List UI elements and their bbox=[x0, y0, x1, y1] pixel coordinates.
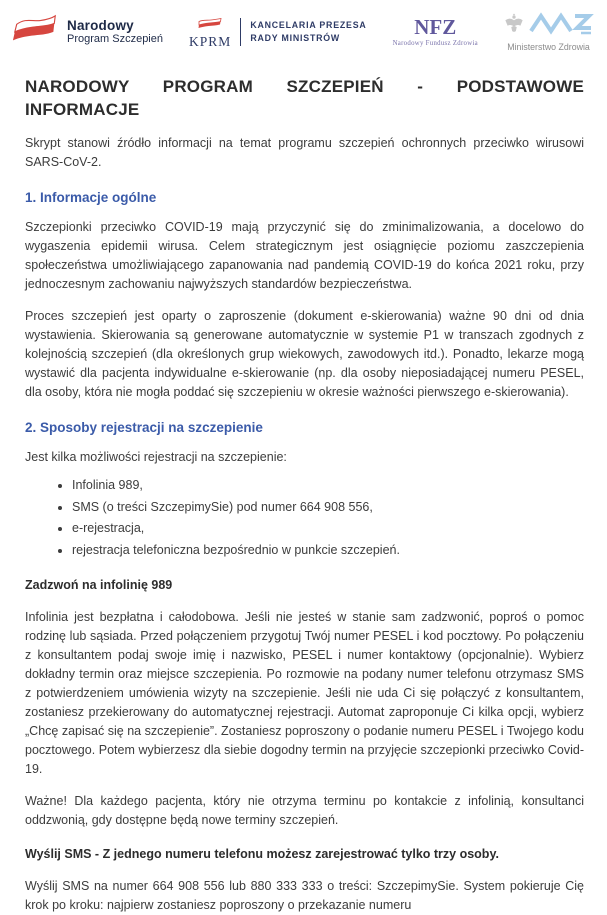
nfz-subtitle: Narodowy Fundusz Zdrowia bbox=[392, 40, 478, 47]
kprm-divider bbox=[240, 18, 241, 46]
sms-paragraph: Wyślij SMS na numer 664 908 556 lub 880 333 333 o treści: SzczepimySie. System pokieruje Cię krok po kroku: najpierw zostaniesz poproszony o przekazanie numeru bbox=[25, 879, 584, 912]
logo-narodowy-program-szczepien bbox=[12, 13, 163, 52]
section1-heading: 1. Informacje ogólne bbox=[25, 190, 157, 205]
infolinia-paragraph: Infolinia jest bezpłatna i całodobowa. Jeśli nie jesteś w stanie sam zadzwonić, poproś o pomoc rodzinę lub sąsiada. Przed połączeniem przygotuj Twój numer PESEL i kod pocztowy. Po połączeniu z konsultantem podaj swoje imię i nazwisko, PESEL i numer kontaktowy (opcjonalnie). Wybierz dokładny termin oraz miejsce szczepienia. Po rozmowie na podany numer telefonu otrzymasz SMS z potwierdzeniem umówienia wizyty na szczepienie. Jeśli nie uda Ci się połączyć z konsultantem, zostaniesz przekierowany do automatycznej rejestracji. Automat zaproponuje Ci kilka opcji, wybierz „Chcę zapisać się na szczepienie”. Zostaniesz poproszony o podanie numeru PESEL i Twojego kodu pocztowego. Potem wybierzesz dla siebie dogodny termin na przyjęcie szczepionki przeciwko Covid-19. bbox=[25, 610, 584, 776]
registration-lead: Jest kilka możliwości rejestracji na szczepienie: bbox=[25, 450, 287, 464]
section2-heading: 2. Sposoby rejestracji na szczepienie bbox=[25, 420, 263, 435]
list-item: • rejestracja telefoniczna bezpośrednio w punkcie szczepień. bbox=[72, 540, 584, 562]
kprm-name-line1: KANCELARIA PREZESA bbox=[250, 20, 367, 31]
kprm-name-line2: RADY MINISTRÓW bbox=[250, 33, 341, 43]
polish-flag-icon bbox=[12, 13, 59, 52]
list-item: • SMS (o treści SzczepimySie) pod numer 664 908 556, bbox=[72, 497, 584, 519]
list-item: • Infolinia 989, bbox=[72, 475, 584, 497]
kprm-flag-icon bbox=[197, 15, 223, 33]
wazne-paragraph: Ważne! Dla każdego pacjenta, który nie otrzyma terminu po kontakcie z infolinią, konsultanci oddzwonią, gdy dostępne będą nowe terminy szczepień. bbox=[25, 794, 584, 827]
intro-paragraph: Skrypt stanowi źródło informacji na temat programu szczepień ochronnych przeciwko wirusowi SARS-CoV-2. bbox=[25, 136, 584, 169]
section1-paragraph-2: Proces szczepień jest oparty o zaproszenie (dokument e-skierowania) ważne 90 dni od dnia wystawienia. Skierowania są generowane automatycznie w systemie P1 w transzach zgodnych z kolejnością szczepień (dla określonych grup wiekowych, zawodowych itd.). Ponadto, lekarze mogą wystawić dla pacjenta indywidualne e-skierowanie (np. dla osoby nieposiadającej numeru PESEL, dla osoby, która nie mogła poddać się szczepieniu w okresie ważności pierwszego e-skierowania). bbox=[25, 309, 584, 399]
eagle-icon bbox=[504, 13, 524, 38]
mz-monogram-icon bbox=[529, 12, 593, 39]
logo-ministerstwo-zdrowia bbox=[504, 12, 593, 52]
logo-nfz bbox=[393, 17, 478, 47]
sms-subheading: Wyślij SMS - Z jednego numeru telefonu możesz zarejestrować tylko trzy osoby. bbox=[25, 847, 499, 861]
list-item: • e-rejestracja, bbox=[72, 518, 584, 540]
logo-bar bbox=[0, 0, 607, 54]
nps-logo-title: Narodowy bbox=[67, 17, 134, 33]
document-title: NARODOWY PROGRAM SZCZEPIEŃ - PODSTAWOWE INFORMACJE bbox=[25, 77, 584, 119]
nps-logo-subtitle: Program Szczepień bbox=[67, 33, 163, 46]
nfz-abbr: NFZ bbox=[414, 15, 457, 39]
mz-subtitle: Ministerstwo Zdrowia bbox=[507, 42, 590, 52]
document-body bbox=[0, 75, 607, 915]
section1-paragraph-1: Szczepionki przeciwko COVID-19 mają przyczynić się do zminimalizowania, a docelowo do wygaszenia epidemii wirusa. Celem strategicznym jest osiągnięcie poziomu zaszczepienia społeczeństwa umożliwiającego zapanowania nad pandemią COVID-19 do końca 2021 roku, przy jednoczesnym zachowaniu najwyższych standardów bezpieczeństwa. bbox=[25, 220, 584, 291]
kprm-abbr: KPRM bbox=[189, 33, 232, 49]
registration-options-list bbox=[25, 475, 584, 561]
infolinia-subheading: Zadzwoń na infolinię 989 bbox=[25, 578, 173, 592]
logo-kprm bbox=[189, 15, 367, 50]
